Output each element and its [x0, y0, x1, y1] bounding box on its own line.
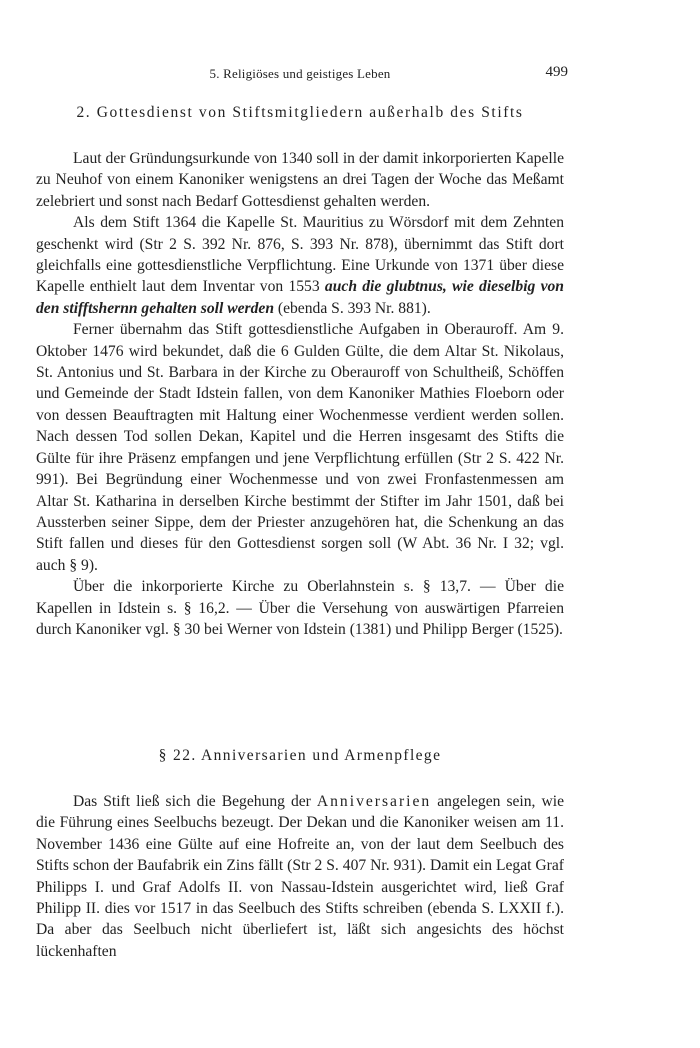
paragraph	[36, 212, 564, 319]
page-number: 499	[545, 64, 568, 80]
quoted-source-text: auch die glubtnus, wie dieselbig von den stifftshernn gehalten soll werden	[36, 278, 564, 317]
spaced-term: Anniversarien	[316, 793, 432, 810]
paragraph-text: (ebenda S. 393 Nr. 881).	[274, 299, 431, 317]
paragraph-text: Als dem Stift 1364 die Kapelle St. Mauritius zu Wörsdorf mit dem Zehnten geschenkt wird (Str 2 S. 392 Nr. 876, S. 393 Nr. 878), übernimmt das Stift dort gleichfalls eine gottesdienstliche Verpflichtung. Eine Urkunde von 1371 über diese Kapelle enthielt laut dem Inventar von 1553	[36, 214, 564, 296]
section-heading-gottesdienst: 2. Gottesdienst von Stiftsmitgliedern außerhalb des Stifts	[76, 104, 524, 121]
section-heading-anniversarien: § 22. Anniversarien und Armenpflege	[158, 747, 442, 764]
paragraph-text: Das Stift ließ sich die Begehung der	[73, 793, 317, 810]
running-head: 5. Religiöses und geistiges Leben	[209, 66, 391, 81]
paragraph: Ferner übernahm das Stift gottesdienstliche Aufgaben in Oberauroff. Am 9. Oktober 1476 wird bekundet, daß die 6 Gulden Gülte, die dem Altar St. Nikolaus, St. Antonius und St. Barbara in der Kirche zu Oberauroff von Schultheiß, Schöffen und Gemeinde der Stadt Idstein fallen, von dem Kanoniker Mathies Floeborn oder von dessen Beauftragten mit Haltung einer Wochenmesse verdient werden sollen. Nach dessen Tod sollen Dekan, Kapitel und die Herren insgesamt des Stifts die Gülte für ihre Präsenz empfangen und jene Verpflichtung erfüllen (Str 2 S. 422 Nr. 991). Bei Begründung einer Wochenmesse und von zwei Fronfastenmessen am Altar St. Katharina in derselben Kirche bestimmt der Stifter im Jahr 1501, daß bei Aussterben seiner Sippe, dem der Priester anzugehören hat, die Schenkung an das Stift fallen und dieses für den Gottesdienst sorgen soll (W Abt. 36 Nr. I 32; vgl. auch § 9).	[36, 321, 564, 574]
paragraph: Laut der Gründungsurkunde von 1340 soll in der damit inkorporierten Kapelle zu Neuhof von einem Kanoniker wenigstens an drei Tagen der Woche das Meßamt zelebriert und sonst nach Bedarf Gottesdienst gehalten werden.	[36, 150, 564, 210]
paragraph	[36, 791, 564, 962]
paragraph-text: angelegen sein, wie die Führung eines Seelbuchs bezeugt. Der Dekan und die Kanoniker weisen am 11. November 1436 eine Gülte auf eine Hofreite an, von der laut dem Seelbuch des Stifts schon der Baufabrik ein Zins fällt (Str 2 S. 407 Nr. 931). Damit ein Legat Graf Philipps I. und Graf Adolfs II. von Nassau-Idstein ausgerichtet wird, ließ Graf Philipp II. dies vor 1517 in das Seelbuch des Stifts schreiben (ebenda S. LXXII f.). Da aber das Seelbuch nicht überliefert ist, läßt sich angesichts des höchst lückenhaften	[36, 793, 564, 960]
section-body-gottesdienst	[36, 148, 564, 640]
section-body-anniversarien	[36, 791, 564, 962]
paragraph: Über die inkorporierte Kirche zu Oberlahnstein s. § 13,7. — Über die Kapellen in Idstein s. § 16,2. — Über die Versehung von auswärtigen Pfarreien durch Kanoniker vgl. § 30 bei Werner von Idstein (1381) und Philipp Berger (1525).	[36, 578, 564, 638]
